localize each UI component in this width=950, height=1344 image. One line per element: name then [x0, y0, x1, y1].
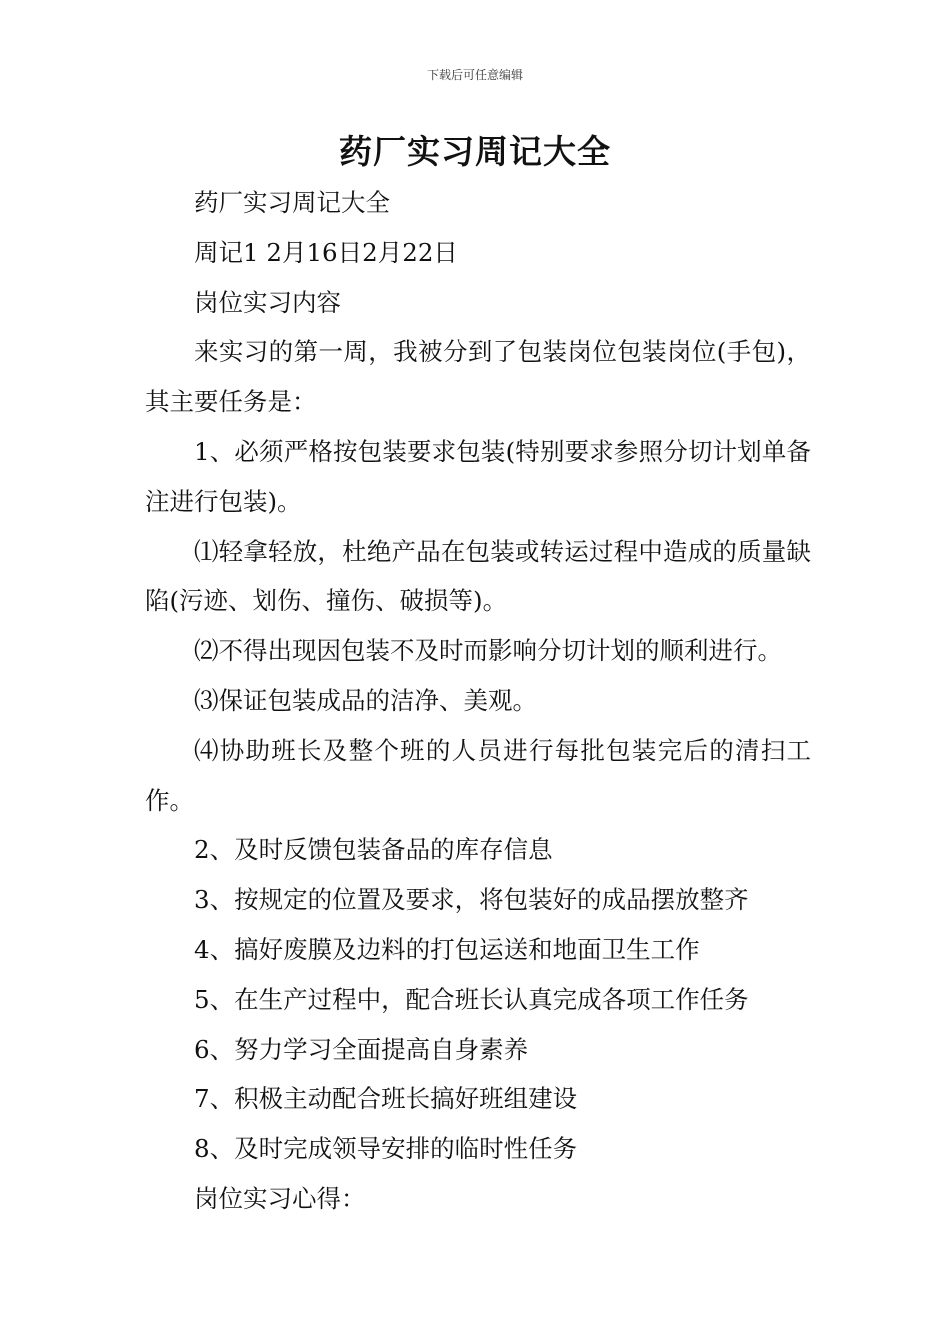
paragraph: 5、在生产过程中，配合班长认真完成各项工作任务 — [194, 984, 749, 1014]
document-title: 药厂实习周记大全 — [339, 132, 611, 171]
paragraph: 7、积极主动配合班长搞好班组建设 — [194, 1084, 578, 1114]
paragraph: ⑷协助班长及整个班的人员进行每批包装完后的清扫工作。 — [145, 735, 811, 815]
paragraph: 2、及时反馈包装备品的库存信息 — [194, 835, 553, 865]
paragraph: 3、按规定的位置及要求，将包装好的成品摆放整齐 — [194, 885, 749, 915]
paragraph: 4、搞好废膜及边料的打包运送和地面卫生工作 — [194, 934, 700, 964]
paragraph: 8、及时完成领导安排的临时性任务 — [194, 1134, 578, 1164]
paragraph: ⑴轻拿轻放，杜绝产品在包装或转运过程中造成的质量缺陷(污迹、划伤、撞伤、破损等)。 — [145, 536, 811, 616]
paragraph: 药厂实习周记大全 — [194, 188, 390, 217]
document-body — [145, 178, 811, 1224]
paragraph: 周记1 2月16日2月22日 — [194, 237, 458, 267]
paragraph: 6、努力学习全面提高自身素养 — [194, 1034, 529, 1064]
paragraph: 1、必须严格按包装要求包装(特别要求参照分切计划单备注进行包装)。 — [145, 436, 811, 516]
paragraph: ⑶保证包装成品的洁净、美观。 — [194, 685, 537, 715]
paragraph: 岗位实习内容 — [194, 287, 341, 317]
paragraph: 来实习的第一周，我被分到了包装岗位包装岗位(手包)，其主要任务是： — [145, 337, 811, 417]
paragraph: ⑵不得出现因包装不及时而影响分切计划的顺利进行。 — [194, 636, 782, 666]
paragraph: 岗位实习心得： — [194, 1183, 366, 1213]
header-note: 下载后可任意编辑 — [426, 68, 523, 82]
